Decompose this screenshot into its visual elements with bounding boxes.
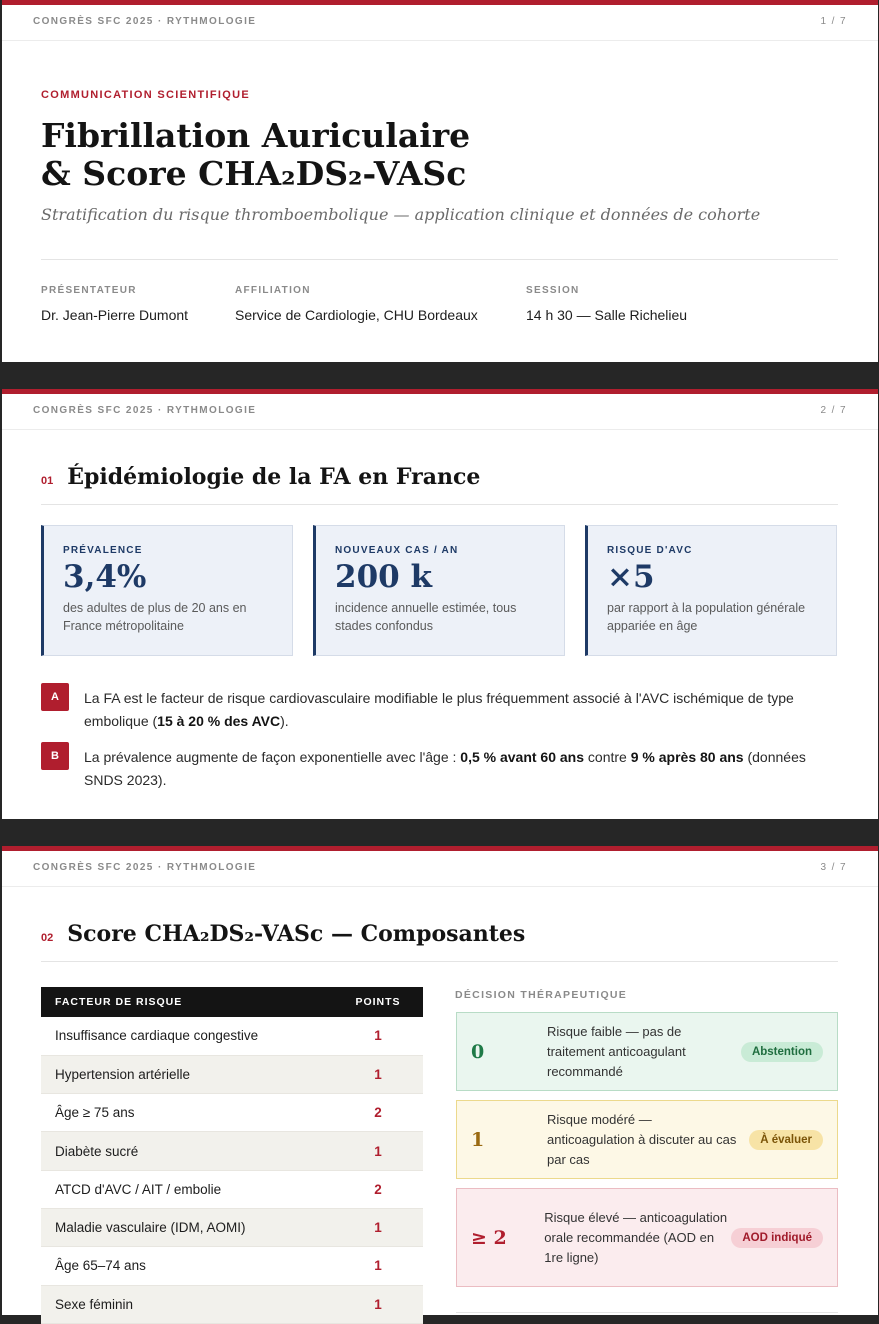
- section-heading: [41, 464, 480, 490]
- section-title: Score CHA₂DS₂-VASc — Composantes: [67, 921, 526, 947]
- decision-card-low: [456, 1012, 838, 1091]
- decision-card-moderate: [456, 1100, 838, 1179]
- decision-label: DÉCISION THÉRAPEUTIQUE: [455, 989, 628, 1001]
- factor-cell: Hypertension artérielle: [41, 1055, 333, 1093]
- table-header-row: [41, 987, 423, 1017]
- section-number: 02: [41, 932, 54, 944]
- decision-badge: AOD indiqué: [731, 1228, 823, 1248]
- factor-cell: Âge 65–74 ans: [41, 1247, 333, 1285]
- meta-presenter: [41, 285, 188, 323]
- point-badge: A: [41, 683, 69, 711]
- point-badge: B: [41, 742, 69, 770]
- slide-header: [2, 851, 878, 887]
- title-line-2: & Score CHA₂DS₂-VASc: [41, 154, 467, 193]
- factor-cell: Sexe féminin: [41, 1285, 333, 1323]
- key-point-a: [41, 687, 841, 733]
- page-number: 1 / 7: [820, 16, 847, 27]
- point-text: [84, 746, 836, 792]
- text-run: (données SNDS 2023).: [84, 749, 806, 788]
- decision-badge: À évaluer: [749, 1130, 823, 1150]
- decision-card-high: [456, 1188, 838, 1287]
- meta-label: PRÉSENTATEUR: [41, 285, 137, 296]
- eyebrow-label: COMMUNICATION SCIENTIFIQUE: [41, 89, 250, 101]
- meta-affiliation: [235, 285, 478, 323]
- risk-factor-table: [41, 987, 423, 1324]
- text-run: contre: [584, 749, 631, 765]
- decision-badge: Abstention: [741, 1042, 823, 1062]
- stat-label: RISQUE D'AVC: [607, 545, 693, 556]
- page-number: 3 / 7: [820, 862, 847, 873]
- text-emphasis: 9 % après 80 ans: [630, 749, 744, 765]
- meta-label: SESSION: [526, 285, 580, 296]
- stat-label: NOUVEAUX CAS / AN: [335, 545, 459, 556]
- text-run: La FA est le facteur de risque cardiovasculaire modifiable le plus fréquemment associé à l'AVC ischémique de type embolique (: [84, 690, 794, 729]
- stat-description: des adultes de plus de 20 ans en France métropolitaine: [63, 601, 247, 633]
- slide-2: [2, 389, 878, 819]
- table-row: [41, 1094, 423, 1132]
- table-row: [41, 1017, 423, 1055]
- table-row: [41, 1285, 423, 1323]
- stat-value: 3,4%: [63, 559, 147, 595]
- decision-score: 0: [471, 1040, 485, 1063]
- stat-card-prevalence: [41, 525, 293, 656]
- section-number: 01: [41, 475, 54, 487]
- factor-cell: Maladie vasculaire (IDM, AOMI): [41, 1208, 333, 1246]
- stat-card-stroke-risk: [585, 525, 837, 656]
- table-row: [41, 1208, 423, 1246]
- meta-session: [526, 285, 687, 323]
- text-emphasis: 0,5 % avant 60 ans: [460, 749, 585, 765]
- decision-score: ≥ 2: [471, 1226, 507, 1249]
- factor-cell: Âge ≥ 75 ans: [41, 1094, 333, 1132]
- table-row: [41, 1055, 423, 1093]
- text-run: La prévalence augmente de façon exponentielle avec l'âge :: [84, 749, 461, 765]
- table-row: [41, 1247, 423, 1285]
- factor-cell: Insuffisance cardiaque congestive: [41, 1017, 333, 1055]
- slide-1: [2, 0, 878, 362]
- conference-label: CONGRÈS SFC 2025 · RYTHMOLOGIE: [33, 405, 257, 416]
- divider: [41, 504, 838, 505]
- meta-value: Dr. Jean-Pierre Dumont: [41, 307, 189, 323]
- table-row: [41, 1170, 423, 1208]
- conference-label: CONGRÈS SFC 2025 · RYTHMOLOGIE: [33, 862, 257, 873]
- meta-value: Service de Cardiologie, CHU Bordeaux: [235, 307, 478, 323]
- decision-score: 1: [471, 1128, 485, 1151]
- points-cell: 1: [333, 1055, 423, 1093]
- factor-cell: Diabète sucré: [41, 1132, 333, 1170]
- points-cell: 2: [333, 1094, 423, 1132]
- points-cell: 1: [333, 1017, 423, 1055]
- stat-value: ×5: [607, 559, 655, 595]
- slide-3: [2, 846, 878, 1315]
- text-emphasis: 15 à 20 % des AVC: [157, 713, 281, 729]
- stat-value: 200 k: [335, 559, 432, 595]
- divider: [456, 1312, 838, 1313]
- decision-text: Risque faible — pas de traitement anticoagulant recommandé: [546, 1023, 686, 1079]
- decision-text: Risque élevé — anticoagulation orale recommandée (AOD en 1re ligne): [544, 1209, 728, 1265]
- page-title: [41, 117, 801, 193]
- points-cell: 1: [333, 1247, 423, 1285]
- stat-label: PRÉVALENCE: [63, 545, 143, 556]
- table-row: [41, 1132, 423, 1170]
- divider: [41, 259, 838, 260]
- meta-label: AFFILIATION: [235, 285, 311, 296]
- points-cell: 1: [333, 1285, 423, 1323]
- decision-text: Risque modéré — anticoagulation à discuter au cas par cas: [547, 1111, 737, 1167]
- points-cell: 1: [333, 1132, 423, 1170]
- divider: [41, 961, 838, 962]
- stat-description: par rapport à la population générale appariée en âge: [607, 601, 806, 633]
- factor-cell: ATCD d'AVC / AIT / embolie: [41, 1170, 333, 1208]
- meta-value: 14 h 30 — Salle Richelieu: [526, 307, 688, 323]
- section-title: Épidémiologie de la FA en France: [67, 464, 481, 490]
- key-point-b: [41, 746, 841, 792]
- stat-card-new-cases: [313, 525, 565, 656]
- slide-header: [2, 5, 878, 41]
- page-number: 2 / 7: [820, 405, 847, 416]
- points-cell: 1: [333, 1208, 423, 1246]
- stat-description: incidence annuelle estimée, tous stades confondus: [335, 601, 517, 633]
- section-heading: [41, 921, 525, 947]
- conference-label: CONGRÈS SFC 2025 · RYTHMOLOGIE: [33, 16, 257, 27]
- subtitle: Stratification du risque thromboembolique — application clinique et données de cohorte: [41, 205, 761, 224]
- text-run: ).: [280, 713, 289, 729]
- title-line-1: Fibrillation Auriculaire: [41, 116, 471, 155]
- column-header-factor: FACTEUR DE RISQUE: [41, 987, 333, 1017]
- point-text: [84, 687, 836, 733]
- points-cell: 2: [333, 1170, 423, 1208]
- column-header-points: POINTS: [333, 987, 423, 1017]
- slide-header: [2, 394, 878, 430]
